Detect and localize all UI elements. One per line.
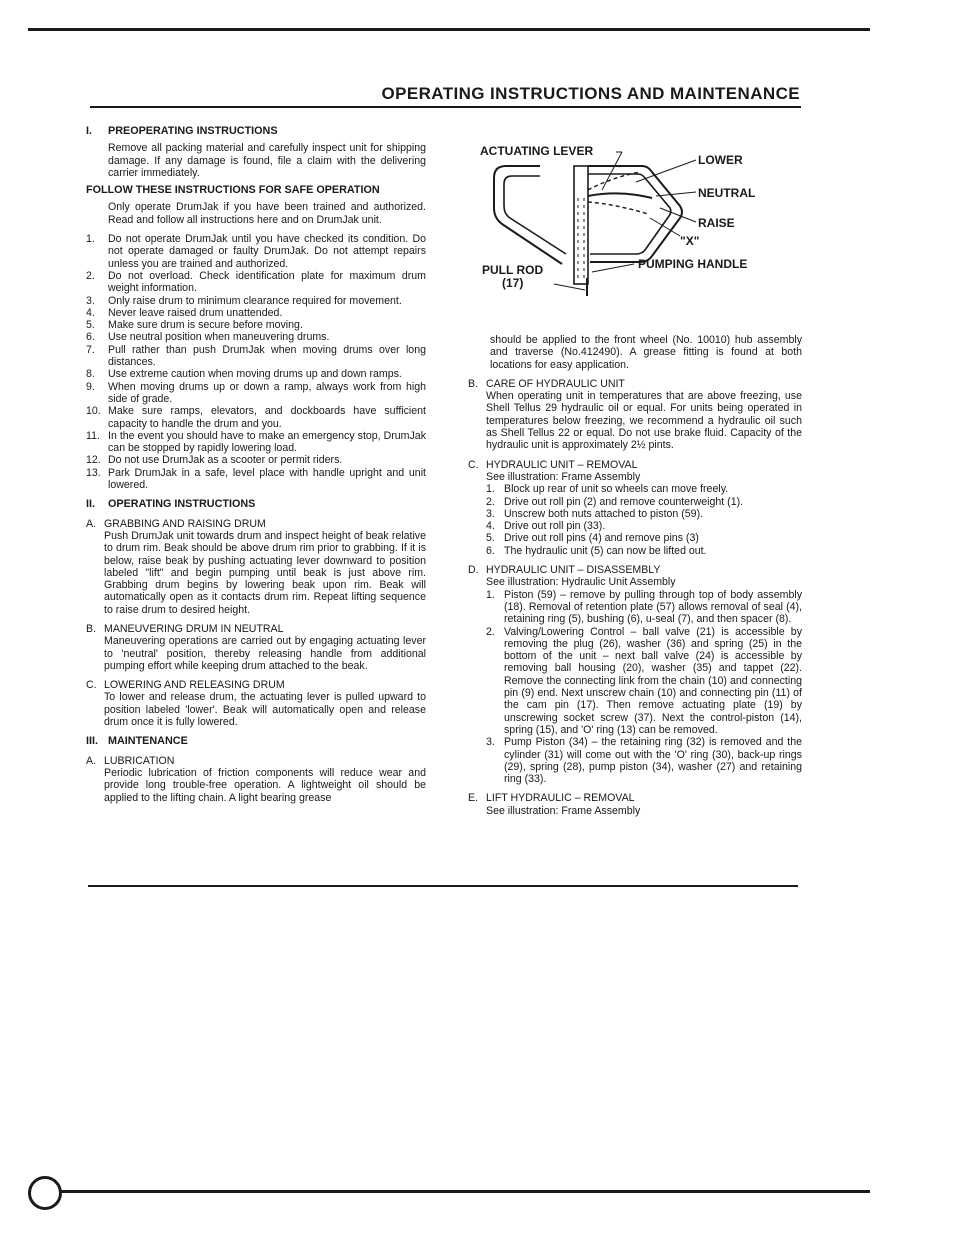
safety-list (86, 233, 426, 491)
title-rule (90, 106, 801, 108)
pumping-handle-post (574, 166, 588, 284)
subsection-hydraulic-disassembly: D. HYDRAULIC UNIT – DISASSEMBLY See illustration: Hydraulic Unit Assembly (468, 564, 676, 589)
label-pull-rod-number: (17) (502, 276, 524, 290)
list-item: 8. Use extreme caution when moving drums up and down ramps. (86, 368, 402, 381)
left-column (86, 125, 426, 804)
subsection-lift-removal: E. LIFT HYDRAULIC – REMOVAL See illustration: Frame Assembly (468, 792, 641, 817)
label-pumping-handle: PUMPING HANDLE (638, 257, 748, 271)
list-item: 13. Park DrumJak in a safe, level place with handle upright and unit lowered. (86, 466, 426, 492)
subsection-grabbing: A. GRABBING AND RAISING DRUM Push DrumJak unit towards drum and inspect height of beak relative to drum rim. Beak should be above drum rim prior to grabbing. If it is below, raise beak by pushing actuating lever downward to position labeled "lift" and begin pumping until beak is just above rim. Grabbing drum begins by lowering beak upon rim. Beak will automatically open as it contacts drum rim. Repeat lifting sequence to raise drum to desired height. (86, 517, 426, 616)
label-actuating-lever: ACTUATING LEVER (480, 144, 594, 158)
list-item: 4. Never leave raised drum unattended. (86, 306, 283, 319)
disassembly-list (468, 589, 802, 786)
section-1-body: Remove all packing material and carefully inspect unit for shipping damage. If any damage is found, file a claim with the delivering carrier immediately. (108, 142, 426, 179)
label-raise: RAISE (698, 216, 735, 230)
label-neutral: NEUTRAL (698, 186, 756, 200)
list-item: 1. Do not operate DrumJak until you have checked its condition. Do not operate damaged or faulty DrumJak. Do not attempt repairs unless you are trained and authorized. (86, 233, 426, 270)
list-item: 1. Piston (59) – remove by pulling through top of body assembly (18). Removal of retention plate (57) allows removal of seal (4), retaining ring (5), bushing (6), u-seal (7), and then spacer (8). (486, 588, 802, 626)
label-lower: LOWER (698, 153, 743, 167)
subsection-lubrication: A. LUBRICATION Periodic lubrication of friction components will reduce wear and provide long trouble-free operation. A lightweight oil should be applied to the lifting chain. A light bearing grease (86, 754, 426, 804)
list-item: 2. Drive out roll pin (2) and remove counterweight (1). (486, 495, 744, 508)
list-item: 9. When moving drums up or down a ramp, always work from high side of grade. (86, 380, 426, 405)
subsection-maneuvering: B. MANEUVERING DRUM IN NEUTRAL Maneuvering operations are carried out by engaging actuating lever to 'neutral' position, thereby releasing handle from additional pumping effort while keeping drum attached to the beak. (86, 622, 426, 672)
handle-frame-right-inner (588, 174, 671, 254)
subsection-hydraulic-removal: C. HYDRAULIC UNIT – REMOVAL See illustration: Frame Assembly (468, 458, 641, 483)
list-item: 3. Only raise drum to minimum clearance required for movement. (86, 294, 402, 307)
list-item: 3. Unscrew both nuts attached to piston (59). (486, 507, 704, 520)
subsection-care-hydraulic: B. CARE OF HYDRAULIC UNIT When operating unit in temperatures that are above freezing, use Shell Tellus 29 hydraulic oil or equal. For units being operated in temperatures below freezing, we recommend a hydraulic oil such as Shell Tellus 22 or equal. Do not use brake fluid. Capacity of the hydraulic unit is approximately 2½ pints. (468, 377, 802, 452)
lever-neutral (588, 193, 652, 198)
handle-frame-left-inner (504, 176, 566, 254)
lubrication-continued: should be applied to the front wheel (No. 10010) hub assembly and traverse (No.412490). A grease fitting is found at both locations for easy application. (490, 334, 802, 371)
list-item: 4. Drive out roll pin (33). (486, 520, 606, 533)
list-item: 5. Make sure drum is secure before moving. (86, 319, 303, 332)
label-pull-rod: PULL ROD (482, 263, 544, 277)
safety-heading: FOLLOW THESE INSTRUCTIONS FOR SAFE OPERATION (86, 184, 380, 197)
list-item: 7. Pull rather than push DrumJak when moving drums over long distances. (86, 343, 426, 369)
list-item: 1. Block up rear of unit so wheels can move freely. (486, 483, 729, 496)
list-item: 10. Make sure ramps, elevators, and dockboards have sufficient capacity to handle the drum and you. (86, 405, 426, 430)
list-item: 2. Do not overload. Check identification plate for maximum drum weight information. (86, 269, 426, 295)
lever-raise (588, 202, 648, 214)
list-item: 12. Do not use DrumJak as a scooter or permit riders. (86, 454, 343, 467)
content-bottom-rule (88, 885, 798, 887)
subsection-lowering: C. LOWERING AND RELEASING DRUM To lower and release drum, the actuating lever is pulled upward to position labeled 'lower'. Beak will automatically open and release drum once it is fully lowered. (86, 679, 426, 729)
lever-diagram-svg (470, 138, 800, 306)
list-item: 6. The hydraulic unit (5) can now be lifted out. (486, 544, 707, 557)
list-item: 11. In the event you should have to make an emergency stop, DrumJak can be stopped by rapidly lowering load. (86, 429, 426, 455)
page-number-circle (28, 1176, 62, 1210)
safety-body: Only operate DrumJak if you have been trained and authorized. Read and follow all instructions here and on DrumJak unit. (108, 201, 426, 226)
list-item: 3. Pump Piston (34) – the retaining ring (32) is removed and the cylinder (31) will come out with the 'O' ring (30), back-up rings (29), spring (28), pump piston (34), washer (27) and retaining ring (33). (486, 736, 802, 786)
list-item: 5. Drive out roll pins (4) and remove pins (3) (486, 532, 699, 545)
section-1-heading: I. PREOPERATING INSTRUCTIONS (86, 125, 278, 137)
footer-rule (58, 1190, 870, 1193)
handle-frame-right (588, 166, 682, 262)
right-column (468, 334, 802, 817)
label-x: "X" (680, 234, 700, 248)
section-3-heading: III. MAINTENANCE (86, 735, 188, 748)
list-item: 6. Use neutral position when maneuvering drums. (86, 331, 330, 344)
lever-diagram (470, 138, 800, 306)
page-title: OPERATING INSTRUCTIONS AND MAINTENANCE (381, 84, 800, 103)
list-item: 2. Valving/Lowering Control – ball valve (21) is accessible by removing the plug (26), washer (36) and spring (25) in the bottom of the unit – next ball valve (24) is accessible by removing ball housing (20), washer (35) and tappet (22). Remove the connecting link from the chain (10) and connecting pin (9) end. Next unscrew chain (10) and connecting pin (11) of the cam pin (17). Then remove actuating plate (19) by unscrewing socket screw (37). Next the control-piston (14), spring (15), and 'O' ring (13) can be removed. (486, 625, 802, 736)
section-2-heading: II. OPERATING INSTRUCTIONS (86, 498, 256, 511)
removal-list (468, 483, 802, 557)
top-rule (28, 28, 870, 31)
